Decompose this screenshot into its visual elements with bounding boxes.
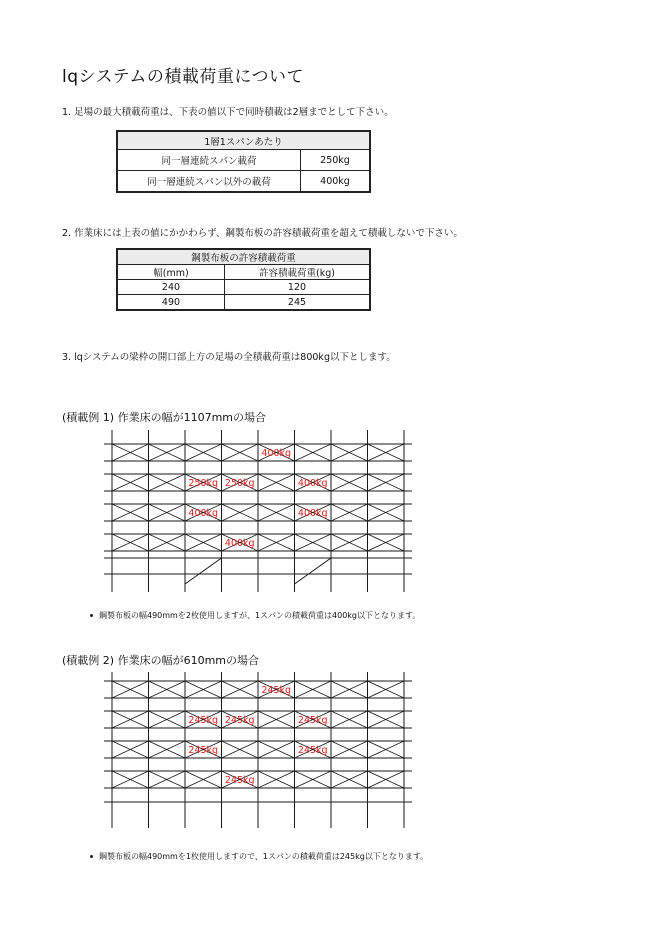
load-label: 400kg <box>261 448 292 459</box>
load-label: 400kg <box>224 538 255 549</box>
load-table-value: 250kg <box>301 150 371 171</box>
plank-table-cell: 490 <box>117 295 225 311</box>
load-label: 245kg <box>297 745 328 756</box>
load-label: 250kg <box>224 478 255 489</box>
load-table-header: 1層1スパンあたり <box>117 131 370 150</box>
example1-note-text: 鋼製布板の幅490mmを2枚使用しますが、1スパンの積載荷重は400kg以下となります。 <box>99 611 421 620</box>
plank-table <box>116 248 371 311</box>
bullet-icon <box>90 614 93 617</box>
load-table-label: 同一層連続スパン載荷 <box>117 150 301 171</box>
example2-title: (積載例 2) 作業床の幅が610mmの場合 <box>62 654 260 667</box>
load-label: 245kg <box>297 715 328 726</box>
load-label: 245kg <box>224 775 255 786</box>
item-3: 3. lqシステムの梁枠の開口部上方の足場の全積載荷重は800kg以下とします。 <box>62 352 396 363</box>
plank-table-cell: 245 <box>225 295 371 311</box>
plank-table-col-width: 幅(mm) <box>117 265 225 280</box>
example2-note <box>90 851 428 862</box>
load-label: 400kg <box>297 508 328 519</box>
scaffold-diagonal <box>185 558 222 584</box>
item-2: 2. 作業床には上表の値にかかわらず、鋼製布板の許容積載荷重を超えて積載しないで下さい。 <box>62 228 463 239</box>
scaffold-diagram-1 <box>100 430 420 600</box>
example1-note <box>90 610 420 621</box>
load-table <box>116 130 371 193</box>
plank-table-cell: 240 <box>117 280 225 295</box>
item-1: 1. 足場の最大積載荷重は、下表の値以下で同時積載は2層までとして下さい。 <box>62 107 394 118</box>
scaffold-diagram-2 <box>100 672 420 834</box>
load-label: 245kg <box>188 715 219 726</box>
load-label: 250kg <box>188 478 219 489</box>
load-label: 400kg <box>188 508 219 519</box>
load-label: 245kg <box>224 715 255 726</box>
plank-table-col-load: 許容積載荷重(kg) <box>225 265 371 280</box>
load-label: 400kg <box>297 478 328 489</box>
load-label: 245kg <box>188 745 219 756</box>
bullet-icon <box>90 855 93 858</box>
example1-title: (積載例 1) 作業床の幅が1107mmの場合 <box>62 411 266 424</box>
load-table-label: 同一層連続スパン以外の載荷 <box>117 171 301 193</box>
page-title: lqシステムの積載荷重について <box>62 67 304 87</box>
plank-table-header: 鋼製布板の許容積載荷重 <box>117 249 370 265</box>
load-table-value: 400kg <box>301 171 371 193</box>
load-label: 245kg <box>261 685 292 696</box>
plank-table-cell: 120 <box>225 280 371 295</box>
scaffold-diagonal <box>295 558 332 584</box>
example2-note-text: 鋼製布板の幅490mmを1枚使用しますので、1スパンの積載荷重は245kg以下となります。 <box>99 852 429 861</box>
